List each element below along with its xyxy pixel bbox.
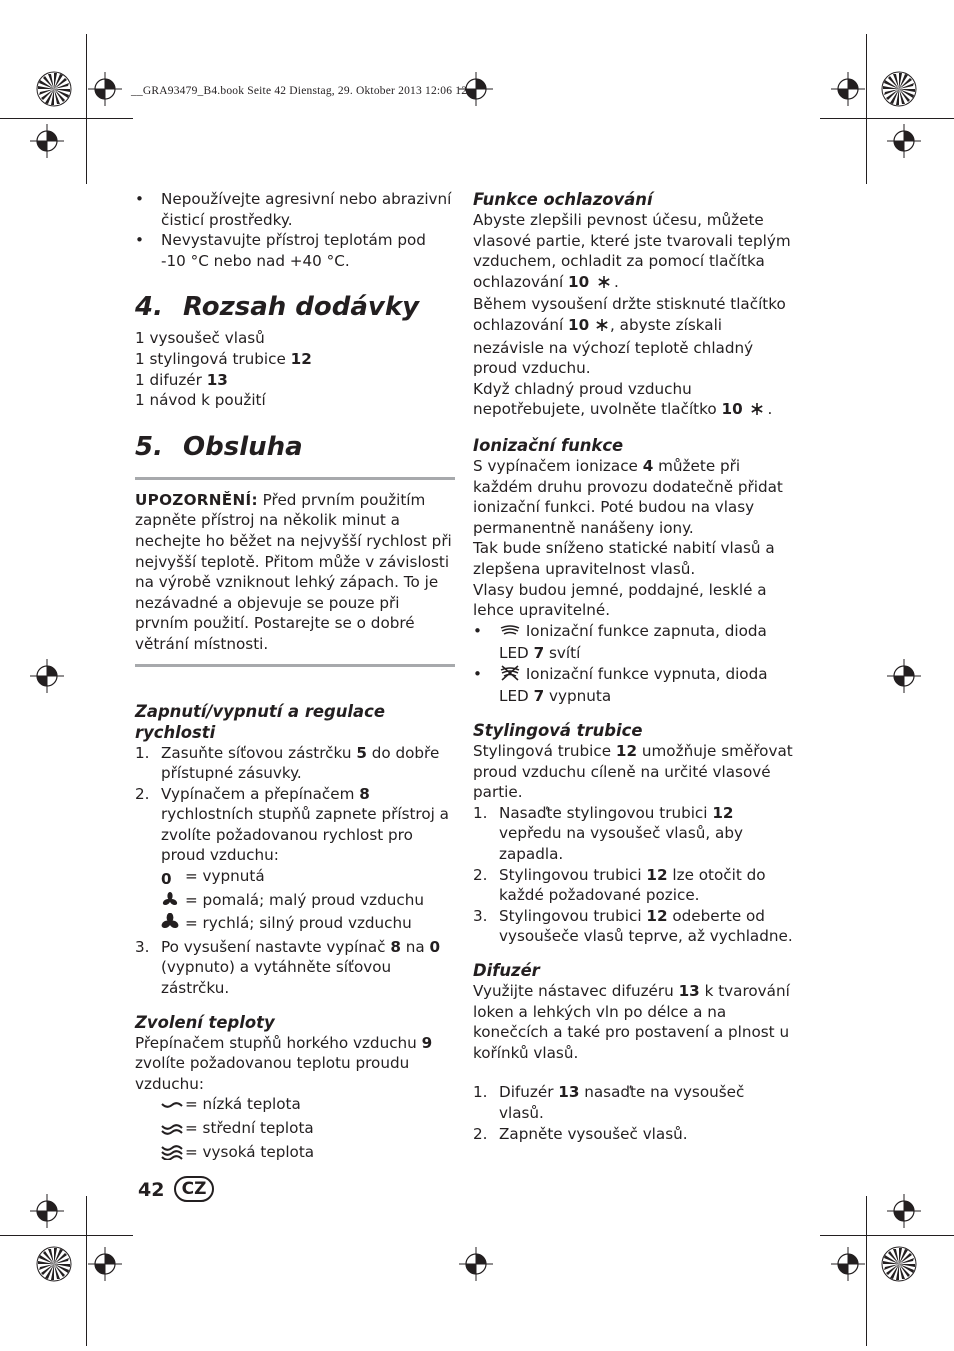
paragraph: Abyste zlepšili pevnost účesu, můžete vlasové partie, které jste tvarovali teplým vzduchem, ochladit za pomocí tlačítka ochlazování 10 . xyxy=(473,210,793,294)
subheading-diffuser: Difuzér xyxy=(473,961,540,980)
registration-star-icon xyxy=(882,1247,916,1281)
list-item: 1 návod k použití xyxy=(135,391,266,410)
registration-target-icon xyxy=(30,1194,64,1228)
registration-target-icon xyxy=(887,1194,921,1228)
ion-on-icon xyxy=(499,623,521,644)
list-item: 3. Po vysušení nastavte vypínač 8 na 0 (vypnuto) a vytáhněte síťovou zástrčku. xyxy=(135,937,441,998)
registration-target-icon xyxy=(887,124,921,158)
list-item: 2. Stylingovou trubici 12 lze otočit do každé požadované pozice. xyxy=(473,865,766,905)
list-item: • Nevystavujte přístroj teplotám pod -10 °C nebo nad +40 °C. xyxy=(135,231,426,270)
paragraph: Tak bude sníženo statické nabití vlasů a zlepšena upravitelnost vlasů. xyxy=(473,539,775,578)
temp-high: = vysoká teplota xyxy=(161,1142,455,1166)
bullet: • xyxy=(135,231,144,250)
ion-off-icon xyxy=(499,665,521,687)
heat-low-icon xyxy=(161,1097,185,1118)
paragraph: Během vysoušení držte stisknuté tlačítko ochlazování 10 , abyste získali nezávisle na výchozí teplotě chladný proud vzduchu. xyxy=(473,295,786,378)
fan-small-icon xyxy=(161,892,185,914)
page-number: 42 xyxy=(138,1179,165,1201)
list-item: • Ionizační funkce vypnuta, dioda LED 7 vypnuta xyxy=(473,664,768,706)
temp-mid: = střední teplota xyxy=(161,1118,455,1142)
temperature-legend xyxy=(135,1094,455,1165)
list-item: 1. Nasaďte stylingovou trubici 12 vepředu na vysoušeč vlasů, aby zapadla. xyxy=(473,803,743,864)
registration-target-icon xyxy=(459,1247,493,1281)
speed-high: = rychlá; silný proud vzduchu xyxy=(161,913,455,937)
list-item: 1. Difuzér 13 nasaďte na vysoušeč vlasů. xyxy=(473,1083,745,1122)
fan-large-icon xyxy=(161,913,185,937)
subheading-temperature: Zvolení teploty xyxy=(135,1012,275,1032)
registration-target-icon xyxy=(831,72,865,106)
warning-note: UPOZORNĚNÍ: Před prvním použitím zapněte přístroj na několik minut a nechejte ho běžet na nejvyšší rychlost při nejvyšší teplotě. Přitom může v závislosti na výrobě vzniknout lehký zápach. To je nezávadné a objevuje se pouze při prvním použití. Postarejte se o dobré větrání místnosti. xyxy=(135,477,455,667)
bullet: • xyxy=(473,621,482,640)
speed-legend xyxy=(135,866,455,937)
registration-target-icon xyxy=(88,1247,122,1281)
bullet: • xyxy=(135,190,144,208)
section-heading-5: 5. Obsluha xyxy=(135,431,303,462)
list-item: 1 vysoušeč vlasů xyxy=(135,329,265,348)
registration-target-icon xyxy=(831,1247,865,1281)
right-column xyxy=(473,189,793,1144)
snowflake-icon xyxy=(597,274,611,295)
speed-low: = pomalá; malý proud vzduchu xyxy=(161,890,455,914)
list-item: 2. Vypínačem a přepínačem 8 rychlostních stupňů zapnete přístroj a zvolíte požadovanou rychlost pro proud vzduchu: xyxy=(135,784,449,865)
print-header: __GRA93479_B4.book Seite 42 Dienstag, 29. Oktober 2013 12:06 12 xyxy=(131,85,468,97)
list-item: 1 difuzér 13 xyxy=(135,370,228,389)
heat-high-icon xyxy=(161,1144,185,1166)
paragraph: Stylingová trubice 12 umožňuje směřovat proud vzduchu cíleně na určité vlasové partie. xyxy=(473,742,793,802)
paragraph: Využijte nástavec difuzéru 13 k tvarování loken a lehkých vln po délce a na konečcích a také pro postavení a plnost u kořínků vlasů. xyxy=(473,982,790,1062)
list-item: • Nepoužívejte agresivní nebo abrazivní čisticí prostředky. xyxy=(135,190,452,229)
paragraph: Vlasy budou jemné, poddajné, lesklé a lehce upravitelné. xyxy=(473,580,767,620)
registration-star-icon xyxy=(37,72,71,106)
registration-target-icon xyxy=(30,124,64,158)
subheading-ionization: Ionizační funkce xyxy=(473,435,624,455)
registration-target-icon xyxy=(88,72,122,106)
subheading-cooling: Funkce ochlazování xyxy=(473,190,653,209)
speed-off: 0 = vypnutá xyxy=(161,867,265,889)
list-item: 1. Zasuňte síťovou zástrčku 5 do dobře přístupné zásuvky. xyxy=(135,743,440,783)
paragraph: Když chladný proud vzduchu nepotřebujete, uvolněte tlačítko 10 . xyxy=(473,379,793,422)
temp-low: = nízká teplota xyxy=(161,1094,455,1118)
package-contents-list xyxy=(135,328,455,410)
list-item: 2. Zapněte vysoušeč vlasů. xyxy=(473,1124,688,1143)
language-badge: CZ xyxy=(174,1176,214,1202)
registration-star-icon xyxy=(882,72,916,106)
bullet: • xyxy=(473,664,482,683)
section-heading-4: 4. Rozsah dodávky xyxy=(135,292,420,323)
registration-star-icon xyxy=(37,1247,71,1281)
list-item: 1 stylingová trubice 12 xyxy=(135,349,312,368)
registration-target-icon xyxy=(887,659,921,693)
paragraph: Přepínačem stupňů horkého vzduchu 9 zvolíte požadovanou teplotu proudu vzduchu: xyxy=(135,1033,433,1093)
list-item: 3. Stylingovou trubici 12 odeberte od vysoušeče vlasů teprve, až vychladne. xyxy=(473,906,793,946)
heat-mid-icon xyxy=(161,1121,185,1142)
snowflake-icon xyxy=(750,401,764,422)
left-column xyxy=(135,189,455,1165)
subheading-speed: Zapnutí/vypnutí a regulace rychlosti xyxy=(135,701,385,742)
snowflake-icon xyxy=(595,317,609,338)
list-item: • Ionizační funkce zapnuta, dioda LED 7 svítí xyxy=(473,621,767,663)
registration-target-icon xyxy=(30,659,64,693)
subheading-styling-nozzle: Stylingová trubice xyxy=(473,721,643,741)
note-label: UPOZORNĚNÍ: xyxy=(135,490,258,509)
paragraph: S vypínačem ionizace 4 můžete při každém druhu provozu dodatečně přidat ionizační funkci. Poté budou na vlasy permanentně nanášeny iony. xyxy=(473,456,783,537)
